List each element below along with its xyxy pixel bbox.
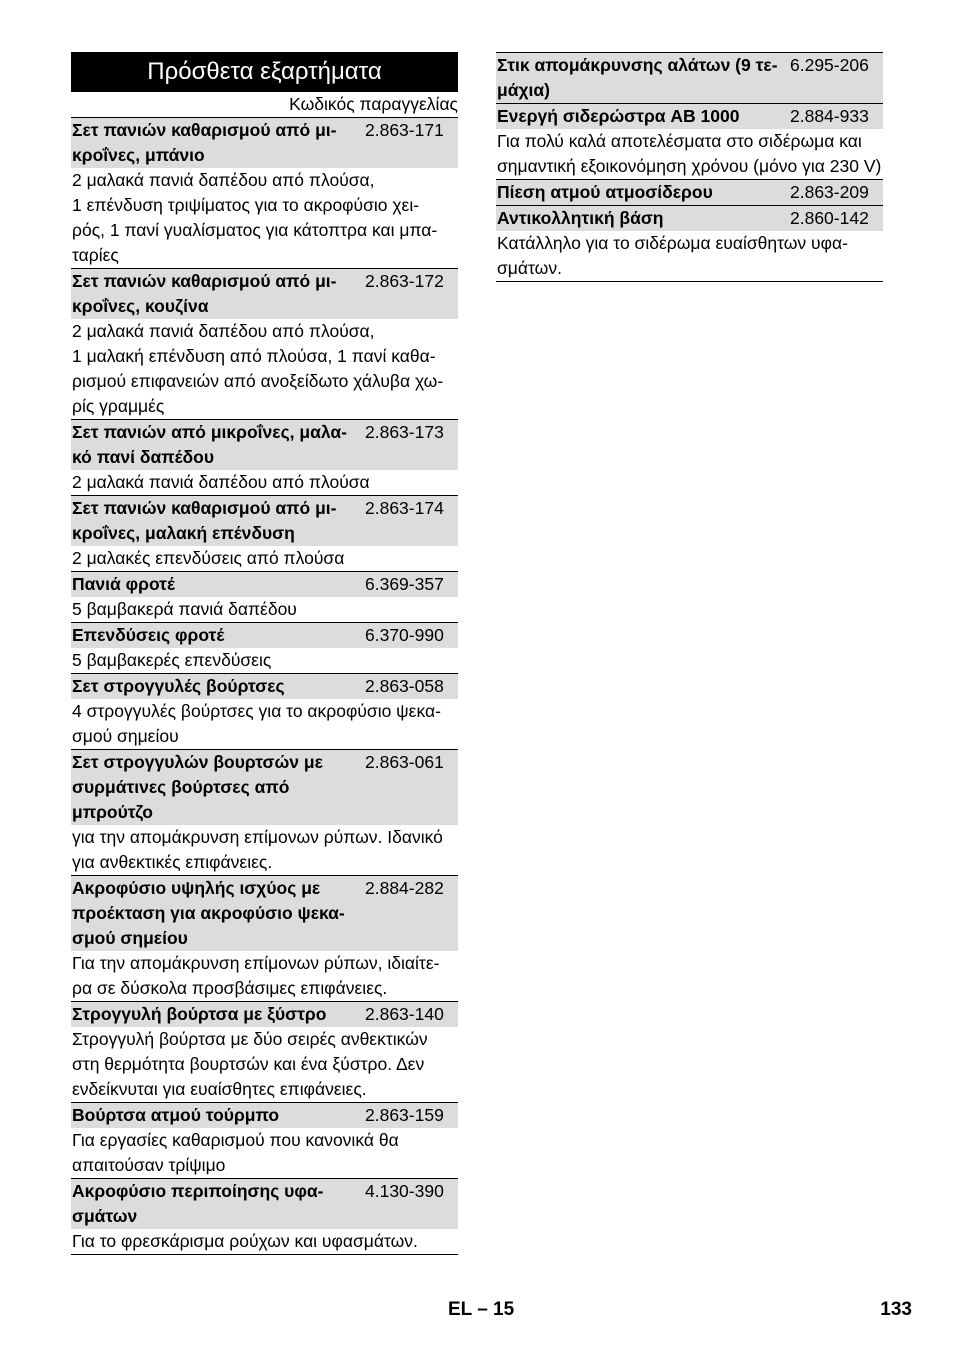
accessory-name [71, 118, 363, 168]
accessory-description-line: Για εργασίες καθαρισμού που κανονικά θα [72, 1130, 399, 1150]
accessory-description [71, 648, 458, 673]
accessory-name [496, 104, 788, 129]
accessory-order-code: 4.130-390 [365, 1181, 444, 1201]
accessory-description [496, 129, 883, 179]
accessory-description-line: στη θερμότητα βουρτσών και ένα ξύστρο. Δεν [72, 1054, 425, 1074]
accessory-name-line: Αντικολλητική βάση [497, 208, 664, 228]
accessory-description-line: σημαντική εξοικονόμηση χρόνου (μόνο για 230 V) [497, 156, 882, 176]
accessory-name-line: μπρούτζο [72, 802, 153, 822]
accessory-item-header [71, 1002, 458, 1027]
accessory-item-header [71, 750, 458, 825]
accessory-name [71, 750, 363, 825]
accessory-description-line: 1 μαλακή επένδυση από πλούσα, 1 πανί καθα- [72, 346, 436, 366]
accessory-description-line: ταρίες [72, 245, 119, 265]
accessory-description-line: 4 στρογγυλές βούρτσες για το ακροφύσιο ψεκα- [72, 701, 441, 721]
order-code-header: Κωδικός παραγγελίας [71, 92, 458, 118]
accessory-order-code: 2.863-159 [365, 1105, 444, 1125]
accessory-item-header [71, 118, 458, 168]
accessory-order-code: 2.863-061 [365, 752, 444, 772]
accessory-item [71, 750, 458, 876]
accessory-name [496, 180, 788, 205]
accessory-description [71, 470, 458, 495]
accessory-description [71, 1027, 458, 1102]
accessory-item [71, 674, 458, 750]
accessory-item [496, 104, 883, 180]
accessory-order-code: 2.884-933 [790, 106, 869, 126]
accessory-order-code: 2.863-174 [365, 498, 444, 518]
accessory-name-line: κό πανί δαπέδου [72, 447, 215, 467]
accessory-order-code: 2.863-058 [365, 676, 444, 696]
accessory-description-line: Για την απομάκρυνση επίμονων ρύπων, ιδιαίτε- [72, 953, 440, 973]
accessory-item [71, 118, 458, 269]
accessory-description-line: 1 επένδυση τριψίματος για το ακροφύσιο χει- [72, 195, 420, 215]
accessory-order-code: 2.863-171 [365, 120, 444, 140]
accessory-name [71, 572, 363, 597]
accessory-description-line: 2 μαλακά πανιά δαπέδου από πλούσα [72, 472, 370, 492]
accessory-item-header [71, 876, 458, 951]
accessory-item-header [71, 420, 458, 470]
accessory-name [71, 674, 363, 699]
accessory-name-line: Σετ πανιών καθαρισμού από μι- [72, 271, 337, 291]
accessory-description-line: για την απομάκρυνση επίμονων ρύπων. Ιδανικό [72, 827, 443, 847]
accessory-name [71, 876, 363, 951]
accessory-name-line: Επενδύσεις φροτέ [72, 625, 225, 645]
accessory-description [71, 825, 458, 875]
accessory-description-line: ρισμού επιφανειών από ανοξείδωτο χάλυβα χω- [72, 371, 444, 391]
footer-section-label: EL – 15 [448, 1299, 515, 1320]
accessory-order-code: 2.884-282 [365, 878, 444, 898]
accessory-name-line: σμού σημείου [72, 928, 188, 948]
accessory-list-right [496, 52, 883, 282]
accessory-item-header [496, 206, 883, 231]
accessory-order-code: 2.863-209 [790, 182, 869, 202]
accessory-name-line: Ακροφύσιο υψηλής ισχύος με [72, 878, 321, 898]
accessory-description [71, 319, 458, 419]
accessory-name-line: κροΐνες, κουζίνα [72, 296, 209, 316]
accessory-name-line: Πίεση ατμού ατμοσίδερου [497, 182, 713, 202]
accessory-name-line: Σετ στρογγυλών βουρτσών με [72, 752, 323, 772]
accessory-description-line: 5 βαμβακερές επενδύσεις [72, 650, 272, 670]
accessory-name [71, 496, 363, 546]
accessory-order-code: 2.860-142 [790, 208, 869, 228]
accessory-name [71, 420, 363, 470]
accessory-name-line: Σετ πανιών καθαρισμού από μι- [72, 120, 337, 140]
section-title: Πρόσθετα εξαρτήματα [71, 52, 458, 92]
accessory-description [71, 546, 458, 571]
accessory-item [496, 53, 883, 104]
accessory-name [71, 623, 363, 648]
accessory-description [496, 231, 883, 281]
accessory-description-line: Κατάλληλο για το σιδέρωμα ευαίσθητων υφα- [497, 233, 848, 253]
page-number: 133 [880, 1299, 912, 1320]
accessory-name-line: Βούρτσα ατμού τούρμπο [72, 1105, 280, 1125]
accessory-name [496, 206, 788, 231]
accessory-item [71, 1103, 458, 1179]
accessory-name-line: Ακροφύσιο περιποίησης υφα- [72, 1181, 324, 1201]
accessory-name-line: κροΐνες, μπάνιο [72, 145, 205, 165]
accessory-description-line: Για πολύ καλά αποτελέσματα στο σιδέρωμα και [497, 131, 862, 151]
accessory-description [71, 1128, 458, 1178]
accessory-name-line: προέκταση για ακροφύσιο ψεκα- [72, 903, 345, 923]
left-column [71, 52, 458, 1255]
accessory-name [71, 1179, 363, 1229]
accessory-description [71, 1229, 458, 1254]
accessory-item-header [71, 1179, 458, 1229]
accessory-description [71, 699, 458, 749]
accessory-item-header [71, 674, 458, 699]
accessory-name [71, 269, 363, 319]
accessory-description [71, 168, 458, 268]
accessory-description [71, 951, 458, 1001]
accessory-description-line: 2 μαλακά πανιά δαπέδου από πλούσα, [72, 321, 375, 341]
accessory-item [71, 572, 458, 623]
accessory-description-line: 2 μαλακές επενδύσεις από πλούσα [72, 548, 345, 568]
accessory-name [71, 1002, 363, 1027]
accessory-order-code: 6.295-206 [790, 55, 869, 75]
accessory-description [71, 597, 458, 622]
accessory-item [71, 623, 458, 674]
accessory-order-code: 2.863-172 [365, 271, 444, 291]
accessory-order-code: 2.863-173 [365, 422, 444, 442]
accessory-description-line: απαιτούσαν τρίψιμο [72, 1155, 226, 1175]
accessory-description-line: για ανθεκτικές επιφάνειες. [72, 852, 273, 872]
accessory-name-line: Στικ απομάκρυνσης αλάτων (9 τε- [497, 55, 778, 75]
accessory-item-header [71, 496, 458, 546]
accessory-name [71, 1103, 363, 1128]
accessory-description-line: σμού σημείου [72, 726, 179, 746]
accessory-item-header [496, 53, 883, 103]
accessory-item [71, 420, 458, 496]
accessory-description-line: ενδείκνυται για ευαίσθητες επιφάνειες. [72, 1079, 367, 1099]
accessory-item [71, 496, 458, 572]
accessory-item-header [71, 269, 458, 319]
accessory-description-line: ρίς γραμμές [72, 396, 165, 416]
accessory-name-line: Σετ πανιών από μικροΐνες, μαλα- [72, 422, 347, 442]
accessory-name-line: Σετ στρογγυλές βούρτσες [72, 676, 285, 696]
accessory-name-line: Πανιά φροτέ [72, 574, 175, 594]
accessory-item-header [71, 623, 458, 648]
accessory-description-line: 5 βαμβακερά πανιά δαπέδου [72, 599, 297, 619]
accessory-name-line: Σετ πανιών καθαρισμού από μι- [72, 498, 337, 518]
accessory-name-line: κροΐνες, μαλακή επένδυση [72, 523, 295, 543]
accessory-item-header [496, 180, 883, 205]
accessory-item [71, 876, 458, 1002]
accessory-description-line: σμάτων. [497, 258, 562, 278]
accessory-description-line: ρός, 1 πανί γυαλίσματος για κάτοπτρα και μπα- [72, 220, 438, 240]
accessory-order-code: 2.863-140 [365, 1004, 444, 1024]
accessory-item [71, 1179, 458, 1255]
accessory-name-line: συρμάτινες βούρτσες από [72, 777, 290, 797]
accessory-description-line: 2 μαλακά πανιά δαπέδου από πλούσα, [72, 170, 375, 190]
accessory-name [496, 53, 788, 103]
accessory-list-left [71, 118, 458, 1255]
accessory-item [496, 206, 883, 282]
accessory-name-line: σμάτων [72, 1206, 138, 1226]
accessory-name-line: μάχια) [497, 80, 550, 100]
accessory-name-line: Στρογγυλή βούρτσα με ξύστρο [72, 1004, 327, 1024]
right-column [496, 52, 883, 282]
accessory-order-code: 6.369-357 [365, 574, 444, 594]
accessory-description-line: ρα σε δύσκολα προσβάσιμες επιφάνειες. [72, 978, 388, 998]
accessory-item-header [496, 104, 883, 129]
accessory-order-code: 6.370-990 [365, 625, 444, 645]
accessory-item-header [71, 1103, 458, 1128]
accessory-description-line: Στρογγυλή βούρτσα με δύο σειρές ανθεκτικών [72, 1029, 428, 1049]
accessory-item [496, 180, 883, 206]
accessory-item [71, 269, 458, 420]
accessory-item [71, 1002, 458, 1103]
accessory-name-line: Ενεργή σιδερώστρα AB 1000 [497, 106, 740, 126]
accessory-item-header [71, 572, 458, 597]
accessory-description-line: Για το φρεσκάρισμα ρούχων και υφασμάτων. [72, 1231, 418, 1251]
